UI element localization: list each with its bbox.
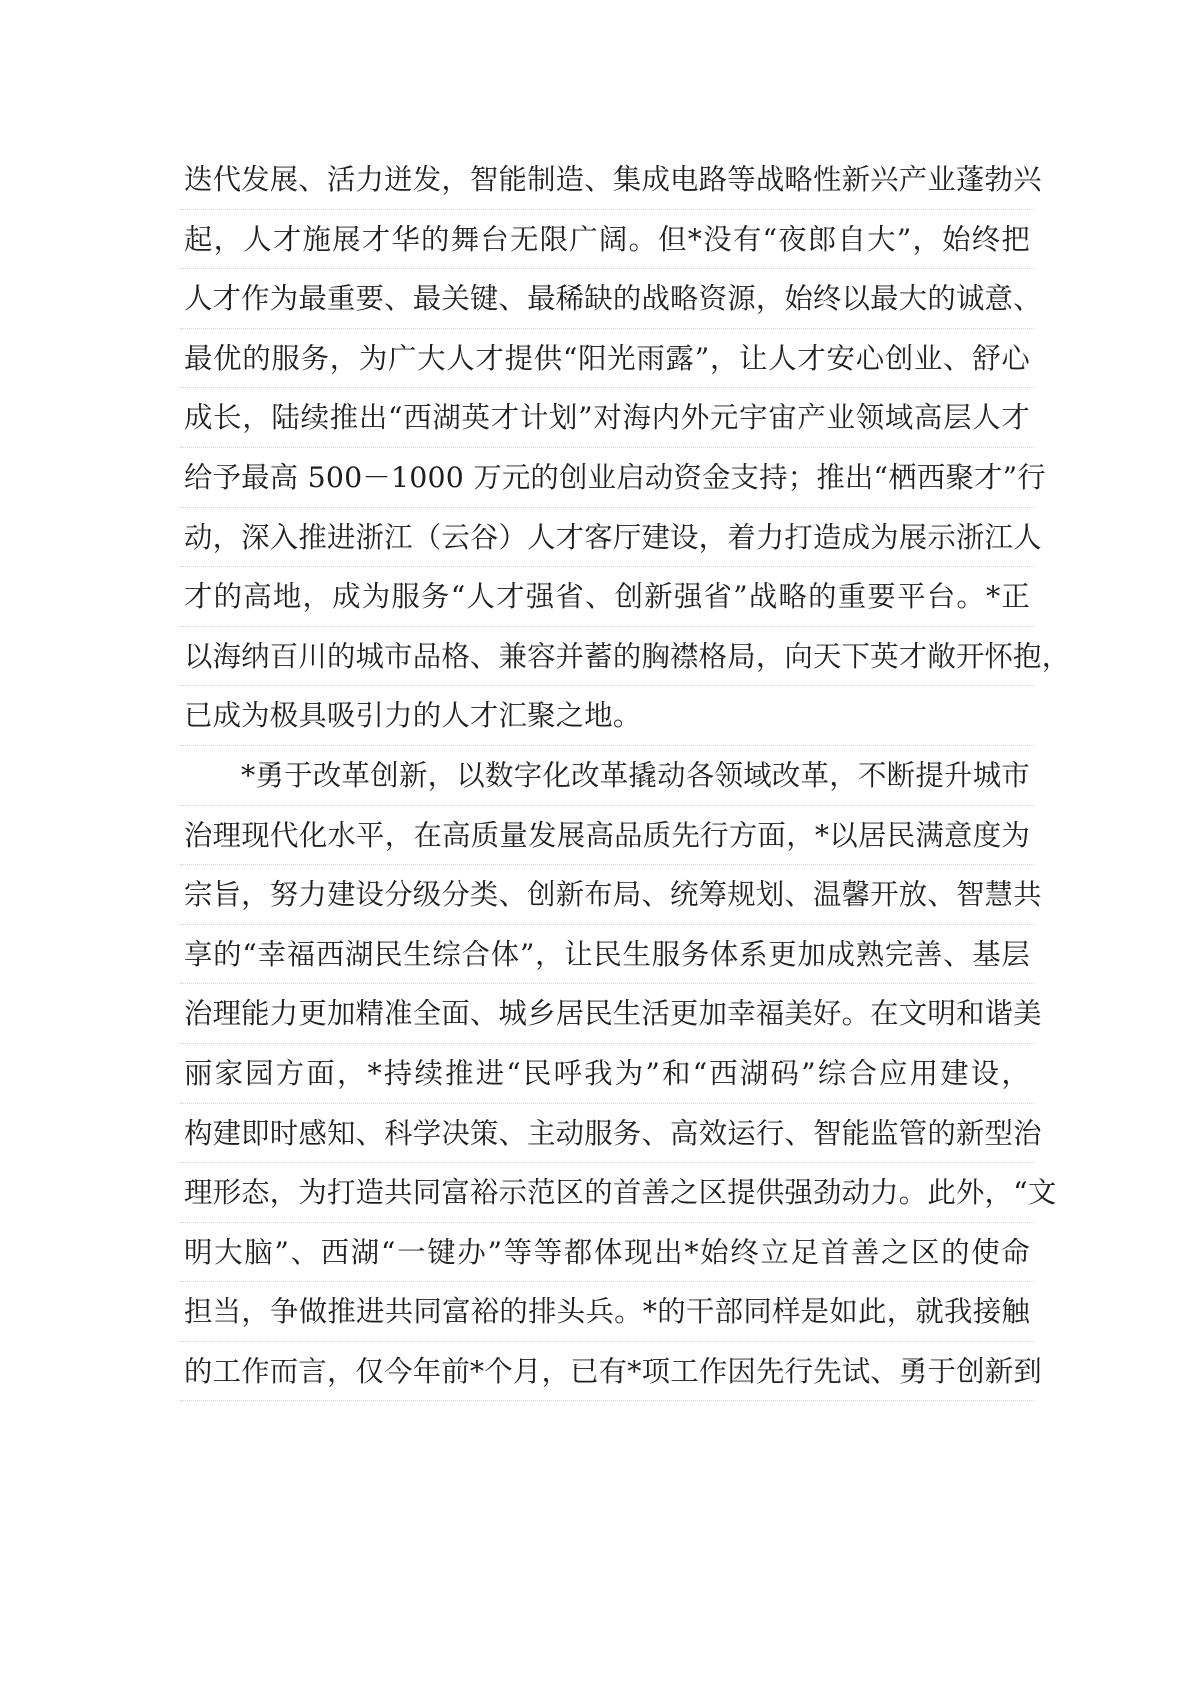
line-text: 以海纳百川的城市品格、兼容并蓄的胸襟格局，向天下英才敞开怀抱， xyxy=(184,639,1071,673)
line-text: 才的高地，成为服务“人才强省、创新强省”战略的重要平台。*正 xyxy=(184,580,1030,614)
text-line xyxy=(184,448,1046,508)
text-line xyxy=(184,1104,1042,1164)
line-text: 明大脑”、西湖“一键办”等等都体现出*始终立足首善之区的使命 xyxy=(184,1235,1030,1269)
text-line xyxy=(184,508,1042,568)
line-text: 已成为极具吸引力的人才汇聚之地。 xyxy=(184,699,642,733)
line-text: 给予最高 500－1000 万元的创业启动资金支持；推出“栖西聚才”行 xyxy=(184,460,1046,494)
paragraph-1 xyxy=(184,150,1071,746)
text-line xyxy=(184,1163,1057,1223)
line-text: 宗旨，努力建设分级分类、创新布局、统筹规划、温馨开放、智慧共 xyxy=(184,878,1042,912)
document-body xyxy=(184,150,1071,1401)
line-text: 人才作为最重要、最关键、最稀缺的战略资源，始终以最大的诚意、 xyxy=(184,282,1042,316)
text-line xyxy=(184,210,1030,270)
text-line xyxy=(184,269,1042,329)
paragraph-2 xyxy=(184,746,1057,1402)
line-text: 构建即时感知、科学决策、主动服务、高效运行、智能监管的新型治 xyxy=(184,1116,1042,1150)
text-line xyxy=(184,686,1030,746)
dotted-rule xyxy=(180,1400,1034,1401)
text-line xyxy=(184,865,1042,925)
line-text: 治理能力更加精准全面、城乡居民生活更加幸福美好。在文明和谐美 xyxy=(184,997,1042,1031)
line-text: 治理现代化水平，在高质量发展高品质先行方面，*以居民满意度为 xyxy=(184,818,1030,852)
text-line xyxy=(184,806,1030,866)
line-text: 成长，陆续推出“西湖英才计划”对海内外元宇宙产业领域高层人才 xyxy=(184,401,1030,435)
text-line xyxy=(184,984,1042,1044)
line-text: *勇于改革创新，以数字化改革撬动各领域改革，不断提升城市 xyxy=(241,758,1030,792)
line-text: 享的“幸福西湖民生综合体”，让民生服务体系更加成熟完善、基层 xyxy=(184,937,1030,971)
text-line xyxy=(184,925,1030,985)
text-line xyxy=(184,1044,1030,1104)
text-line xyxy=(184,567,1030,627)
text-line xyxy=(184,150,1042,210)
line-text: 理形态，为打造共同富裕示范区的首善之区提供强劲动力。此外，“文 xyxy=(184,1176,1057,1210)
line-text: 担当，争做推进共同富裕的排头兵。*的干部同样是如此，就我接触 xyxy=(184,1295,1030,1329)
line-text: 迭代发展、活力迸发，智能制造、集成电路等战略性新兴产业蓬勃兴 xyxy=(184,163,1042,196)
line-text: 的工作而言，仅今年前*个月，已有*项工作因先行先试、勇于创新到 xyxy=(184,1354,1042,1388)
text-line xyxy=(184,746,1030,806)
line-text: 丽家园方面，*持续推进“民呼我为”和“西湖码”综合应用建设， xyxy=(184,1056,1030,1090)
text-line xyxy=(184,627,1071,687)
line-text: 动，深入推进浙江（云谷）人才客厅建设，着力打造成为展示浙江人 xyxy=(184,520,1042,554)
line-text: 最优的服务，为广大人才提供“阳光雨露”，让人才安心创业、舒心 xyxy=(184,341,1030,375)
text-line xyxy=(184,1342,1042,1402)
text-line xyxy=(184,1223,1030,1283)
line-text: 起，人才施展才华的舞台无限广阔。但*没有“夜郎自大”，始终把 xyxy=(184,222,1030,256)
text-line xyxy=(184,1282,1030,1342)
text-line xyxy=(184,329,1030,389)
text-line xyxy=(184,388,1030,448)
